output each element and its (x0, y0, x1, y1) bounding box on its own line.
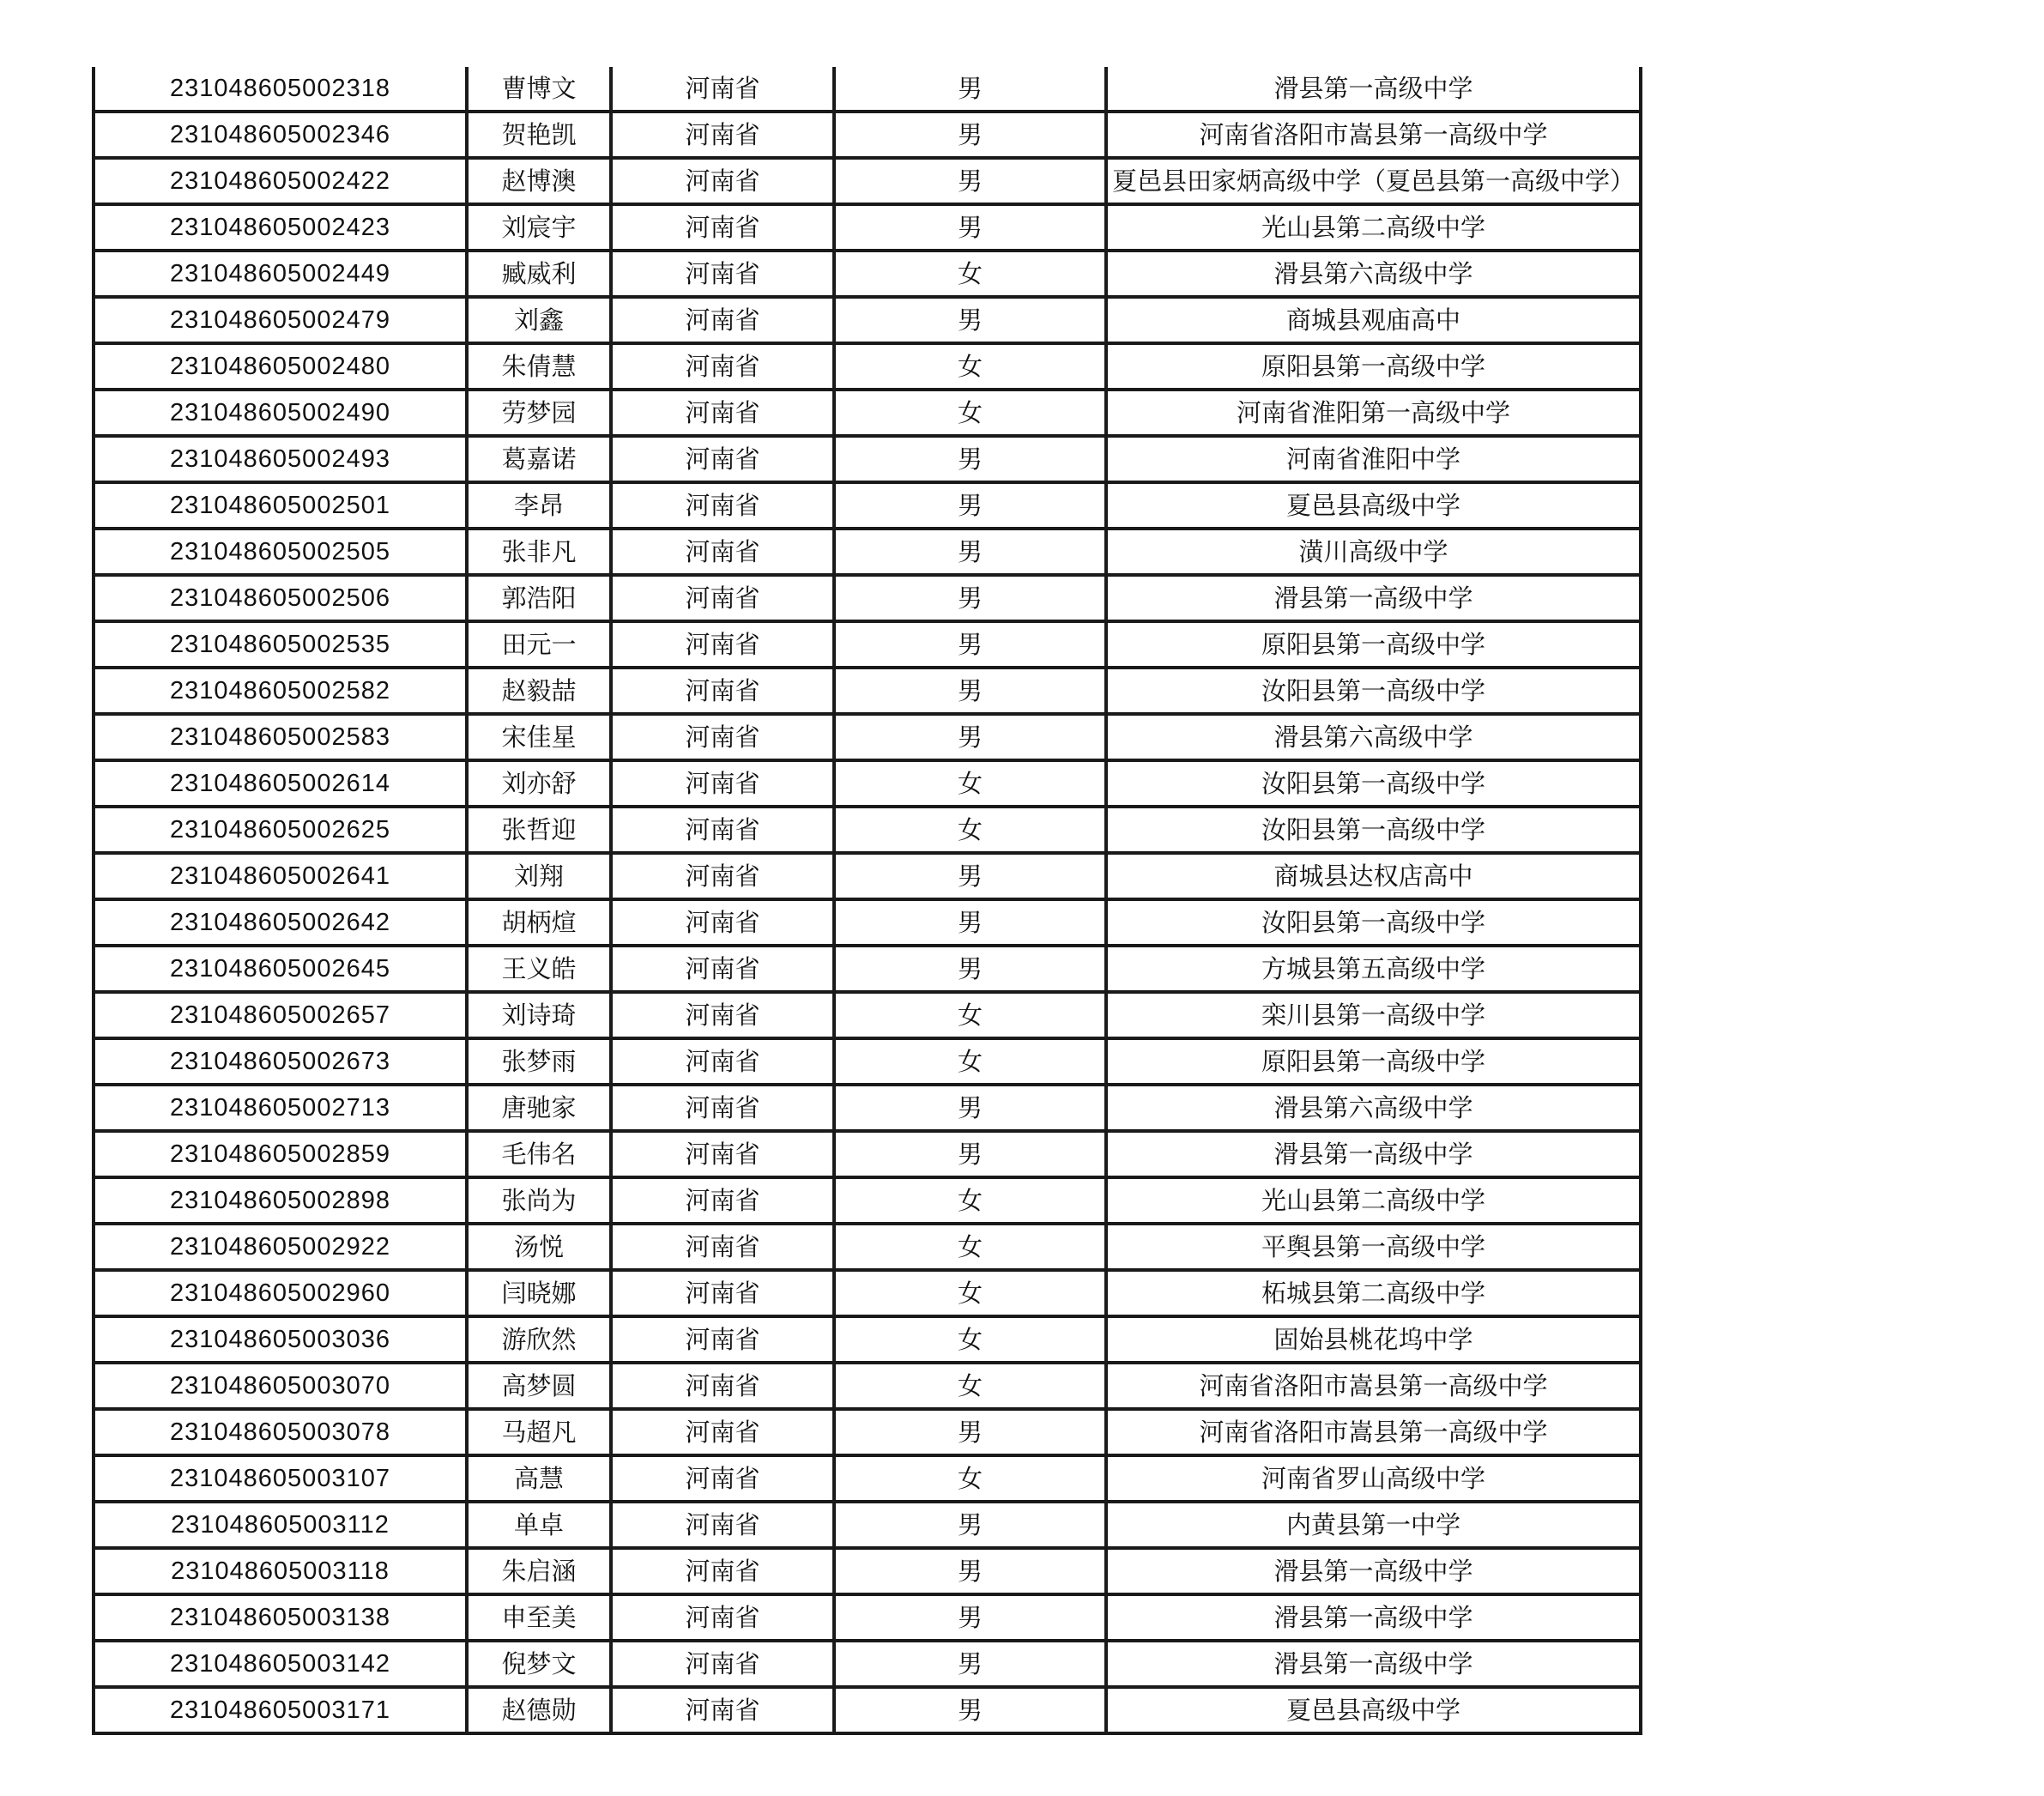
name-cell: 毛伟名 (467, 1131, 611, 1177)
province-cell: 河南省 (611, 1224, 834, 1270)
name-cell: 刘鑫 (467, 297, 611, 343)
province-cell: 河南省 (611, 1548, 834, 1594)
name-cell: 刘翔 (467, 853, 611, 899)
gender-cell: 女 (834, 760, 1106, 807)
province-cell: 河南省 (611, 946, 834, 992)
province-cell: 河南省 (611, 807, 834, 853)
table-row (94, 1409, 1641, 1455)
school-cell: 汝阳县第一高级中学 (1106, 760, 1641, 807)
school-cell: 商城县达权店高中 (1106, 853, 1641, 899)
province-cell: 河南省 (611, 1455, 834, 1502)
province-cell: 河南省 (611, 343, 834, 390)
gender-cell: 男 (834, 112, 1106, 158)
student-id-cell: 231048605002505 (94, 529, 467, 575)
table-row (94, 67, 1641, 112)
name-cell: 王义皓 (467, 946, 611, 992)
student-id-cell: 231048605002898 (94, 1177, 467, 1224)
school-cell: 汝阳县第一高级中学 (1106, 807, 1641, 853)
table-row (94, 853, 1641, 899)
gender-cell: 男 (834, 204, 1106, 251)
name-cell: 张尚为 (467, 1177, 611, 1224)
table-row (94, 668, 1641, 714)
name-cell: 唐驰家 (467, 1085, 611, 1131)
student-id-cell: 231048605002318 (94, 67, 467, 112)
school-cell: 河南省洛阳市嵩县第一高级中学 (1106, 112, 1641, 158)
table-row (94, 1594, 1641, 1641)
name-cell: 赵德勋 (467, 1687, 611, 1733)
province-cell: 河南省 (611, 390, 834, 436)
school-cell: 汝阳县第一高级中学 (1106, 668, 1641, 714)
table-row (94, 482, 1641, 529)
gender-cell: 女 (834, 1038, 1106, 1085)
gender-cell: 男 (834, 899, 1106, 946)
name-cell: 张非凡 (467, 529, 611, 575)
gender-cell: 男 (834, 1594, 1106, 1641)
province-cell: 河南省 (611, 1502, 834, 1548)
student-id-cell: 231048605002493 (94, 436, 467, 482)
gender-cell: 男 (834, 1085, 1106, 1131)
student-id-cell: 231048605003138 (94, 1594, 467, 1641)
table-row (94, 946, 1641, 992)
student-id-cell: 231048605002673 (94, 1038, 467, 1085)
table-row (94, 1270, 1641, 1316)
student-id-cell: 231048605002346 (94, 112, 467, 158)
name-cell: 张哲迎 (467, 807, 611, 853)
student-id-cell: 231048605002583 (94, 714, 467, 760)
name-cell: 张梦雨 (467, 1038, 611, 1085)
table-row (94, 714, 1641, 760)
school-cell: 夏邑县高级中学 (1106, 482, 1641, 529)
province-cell: 河南省 (611, 204, 834, 251)
gender-cell: 女 (834, 1224, 1106, 1270)
name-cell: 曹博文 (467, 67, 611, 112)
table-row (94, 1177, 1641, 1224)
gender-cell: 男 (834, 1548, 1106, 1594)
name-cell: 郭浩阳 (467, 575, 611, 621)
table-row (94, 1455, 1641, 1502)
school-cell: 滑县第一高级中学 (1106, 1548, 1641, 1594)
school-cell: 光山县第二高级中学 (1106, 1177, 1641, 1224)
student-id-cell: 231048605002641 (94, 853, 467, 899)
gender-cell: 女 (834, 1363, 1106, 1409)
province-cell: 河南省 (611, 992, 834, 1038)
table-row (94, 1641, 1641, 1687)
student-id-cell: 231048605002642 (94, 899, 467, 946)
school-cell: 滑县第一高级中学 (1106, 1131, 1641, 1177)
table-row (94, 204, 1641, 251)
gender-cell: 男 (834, 1502, 1106, 1548)
name-cell: 朱启涵 (467, 1548, 611, 1594)
school-cell: 内黄县第一中学 (1106, 1502, 1641, 1548)
table-row (94, 390, 1641, 436)
student-id-cell: 231048605002960 (94, 1270, 467, 1316)
school-cell: 河南省洛阳市嵩县第一高级中学 (1106, 1409, 1641, 1455)
name-cell: 马超凡 (467, 1409, 611, 1455)
province-cell: 河南省 (611, 112, 834, 158)
student-id-cell: 231048605002614 (94, 760, 467, 807)
student-id-cell: 231048605003142 (94, 1641, 467, 1687)
student-table-body (94, 67, 1641, 1733)
school-cell: 栾川县第一高级中学 (1106, 992, 1641, 1038)
name-cell: 贺艳凯 (467, 112, 611, 158)
student-id-cell: 231048605003171 (94, 1687, 467, 1733)
school-cell: 滑县第六高级中学 (1106, 251, 1641, 297)
student-id-cell: 231048605002479 (94, 297, 467, 343)
student-id-cell: 231048605002449 (94, 251, 467, 297)
name-cell: 汤悦 (467, 1224, 611, 1270)
student-id-cell: 231048605002625 (94, 807, 467, 853)
table-row (94, 529, 1641, 575)
gender-cell: 女 (834, 1177, 1106, 1224)
gender-cell: 男 (834, 1641, 1106, 1687)
student-id-cell: 231048605003036 (94, 1316, 467, 1363)
province-cell: 河南省 (611, 158, 834, 204)
province-cell: 河南省 (611, 1177, 834, 1224)
name-cell: 朱倩慧 (467, 343, 611, 390)
school-cell: 河南省洛阳市嵩县第一高级中学 (1106, 1363, 1641, 1409)
province-cell: 河南省 (611, 1409, 834, 1455)
province-cell: 河南省 (611, 251, 834, 297)
province-cell: 河南省 (611, 1641, 834, 1687)
name-cell: 刘亦舒 (467, 760, 611, 807)
table-row (94, 436, 1641, 482)
table-row (94, 899, 1641, 946)
province-cell: 河南省 (611, 714, 834, 760)
school-cell: 潢川高级中学 (1106, 529, 1641, 575)
gender-cell: 女 (834, 1270, 1106, 1316)
school-cell: 夏邑县高级中学 (1106, 1687, 1641, 1733)
student-id-cell: 231048605003112 (94, 1502, 467, 1548)
student-id-cell: 231048605002490 (94, 390, 467, 436)
gender-cell: 女 (834, 807, 1106, 853)
name-cell: 赵毅喆 (467, 668, 611, 714)
school-cell: 河南省淮阳中学 (1106, 436, 1641, 482)
school-cell: 柘城县第二高级中学 (1106, 1270, 1641, 1316)
table-row (94, 1363, 1641, 1409)
name-cell: 高慧 (467, 1455, 611, 1502)
school-cell: 原阳县第一高级中学 (1106, 343, 1641, 390)
name-cell: 刘宸宇 (467, 204, 611, 251)
name-cell: 闫晓娜 (467, 1270, 611, 1316)
table-row (94, 1502, 1641, 1548)
table-row (94, 1038, 1641, 1085)
gender-cell: 男 (834, 621, 1106, 668)
school-cell: 原阳县第一高级中学 (1106, 1038, 1641, 1085)
student-id-cell: 231048605003070 (94, 1363, 467, 1409)
name-cell: 单卓 (467, 1502, 611, 1548)
school-cell: 方城县第五高级中学 (1106, 946, 1641, 992)
school-cell: 滑县第六高级中学 (1106, 1085, 1641, 1131)
table-row (94, 251, 1641, 297)
province-cell: 河南省 (611, 1594, 834, 1641)
name-cell: 高梦圆 (467, 1363, 611, 1409)
province-cell: 河南省 (611, 1363, 834, 1409)
province-cell: 河南省 (611, 1085, 834, 1131)
gender-cell: 男 (834, 297, 1106, 343)
student-id-cell: 231048605002480 (94, 343, 467, 390)
province-cell: 河南省 (611, 668, 834, 714)
gender-cell: 男 (834, 946, 1106, 992)
school-cell: 滑县第六高级中学 (1106, 714, 1641, 760)
gender-cell: 女 (834, 251, 1106, 297)
student-id-cell: 231048605002423 (94, 204, 467, 251)
student-id-cell: 231048605002535 (94, 621, 467, 668)
school-cell: 滑县第一高级中学 (1106, 1594, 1641, 1641)
gender-cell: 女 (834, 1316, 1106, 1363)
student-id-cell: 231048605002859 (94, 1131, 467, 1177)
table-row (94, 297, 1641, 343)
student-table (92, 67, 1642, 1735)
table-row (94, 343, 1641, 390)
province-cell: 河南省 (611, 482, 834, 529)
student-id-cell: 231048605002506 (94, 575, 467, 621)
gender-cell: 男 (834, 529, 1106, 575)
gender-cell: 女 (834, 1455, 1106, 1502)
name-cell: 臧威利 (467, 251, 611, 297)
gender-cell: 女 (834, 390, 1106, 436)
table-row (94, 1224, 1641, 1270)
student-id-cell: 231048605002645 (94, 946, 467, 992)
province-cell: 河南省 (611, 1131, 834, 1177)
table-row (94, 807, 1641, 853)
name-cell: 胡柄煊 (467, 899, 611, 946)
name-cell: 刘诗琦 (467, 992, 611, 1038)
student-id-cell: 231048605003107 (94, 1455, 467, 1502)
school-cell: 商城县观庙高中 (1106, 297, 1641, 343)
school-cell: 光山县第二高级中学 (1106, 204, 1641, 251)
table-row (94, 760, 1641, 807)
province-cell: 河南省 (611, 1316, 834, 1363)
province-cell: 河南省 (611, 760, 834, 807)
province-cell: 河南省 (611, 853, 834, 899)
school-cell: 滑县第一高级中学 (1106, 67, 1641, 112)
gender-cell: 男 (834, 853, 1106, 899)
student-id-cell: 231048605002422 (94, 158, 467, 204)
gender-cell: 女 (834, 343, 1106, 390)
table-row (94, 1687, 1641, 1733)
name-cell: 倪梦文 (467, 1641, 611, 1687)
school-cell: 夏邑县田家炳高级中学（夏邑县第一高级中学） (1106, 158, 1641, 204)
table-row (94, 1548, 1641, 1594)
province-cell: 河南省 (611, 1270, 834, 1316)
gender-cell: 男 (834, 668, 1106, 714)
name-cell: 申至美 (467, 1594, 611, 1641)
province-cell: 河南省 (611, 67, 834, 112)
gender-cell: 男 (834, 482, 1106, 529)
name-cell: 宋佳星 (467, 714, 611, 760)
student-id-cell: 231048605002501 (94, 482, 467, 529)
table-row (94, 1131, 1641, 1177)
table-row (94, 1316, 1641, 1363)
gender-cell: 男 (834, 1131, 1106, 1177)
table-row (94, 621, 1641, 668)
province-cell: 河南省 (611, 1038, 834, 1085)
student-id-cell: 231048605003118 (94, 1548, 467, 1594)
school-cell: 原阳县第一高级中学 (1106, 621, 1641, 668)
table-row (94, 575, 1641, 621)
school-cell: 汝阳县第一高级中学 (1106, 899, 1641, 946)
student-id-cell: 231048605002657 (94, 992, 467, 1038)
gender-cell: 男 (834, 67, 1106, 112)
province-cell: 河南省 (611, 621, 834, 668)
province-cell: 河南省 (611, 899, 834, 946)
name-cell: 游欣然 (467, 1316, 611, 1363)
gender-cell: 男 (834, 158, 1106, 204)
name-cell: 劳梦园 (467, 390, 611, 436)
gender-cell: 男 (834, 1409, 1106, 1455)
gender-cell: 男 (834, 714, 1106, 760)
school-cell: 河南省罗山高级中学 (1106, 1455, 1641, 1502)
province-cell: 河南省 (611, 575, 834, 621)
student-id-cell: 231048605002582 (94, 668, 467, 714)
school-cell: 滑县第一高级中学 (1106, 575, 1641, 621)
school-cell: 河南省淮阳第一高级中学 (1106, 390, 1641, 436)
student-id-cell: 231048605002922 (94, 1224, 467, 1270)
gender-cell: 男 (834, 1687, 1106, 1733)
name-cell: 田元一 (467, 621, 611, 668)
table-row (94, 992, 1641, 1038)
name-cell: 李昂 (467, 482, 611, 529)
school-cell: 固始县桃花坞中学 (1106, 1316, 1641, 1363)
province-cell: 河南省 (611, 1687, 834, 1733)
province-cell: 河南省 (611, 297, 834, 343)
gender-cell: 男 (834, 436, 1106, 482)
student-id-cell: 231048605003078 (94, 1409, 467, 1455)
province-cell: 河南省 (611, 529, 834, 575)
gender-cell: 女 (834, 992, 1106, 1038)
gender-cell: 男 (834, 575, 1106, 621)
school-cell: 滑县第一高级中学 (1106, 1641, 1641, 1687)
student-id-cell: 231048605002713 (94, 1085, 467, 1131)
name-cell: 赵博澳 (467, 158, 611, 204)
name-cell: 葛嘉诺 (467, 436, 611, 482)
province-cell: 河南省 (611, 436, 834, 482)
table-row (94, 1085, 1641, 1131)
table-row (94, 158, 1641, 204)
table-row (94, 112, 1641, 158)
school-cell: 平舆县第一高级中学 (1106, 1224, 1641, 1270)
